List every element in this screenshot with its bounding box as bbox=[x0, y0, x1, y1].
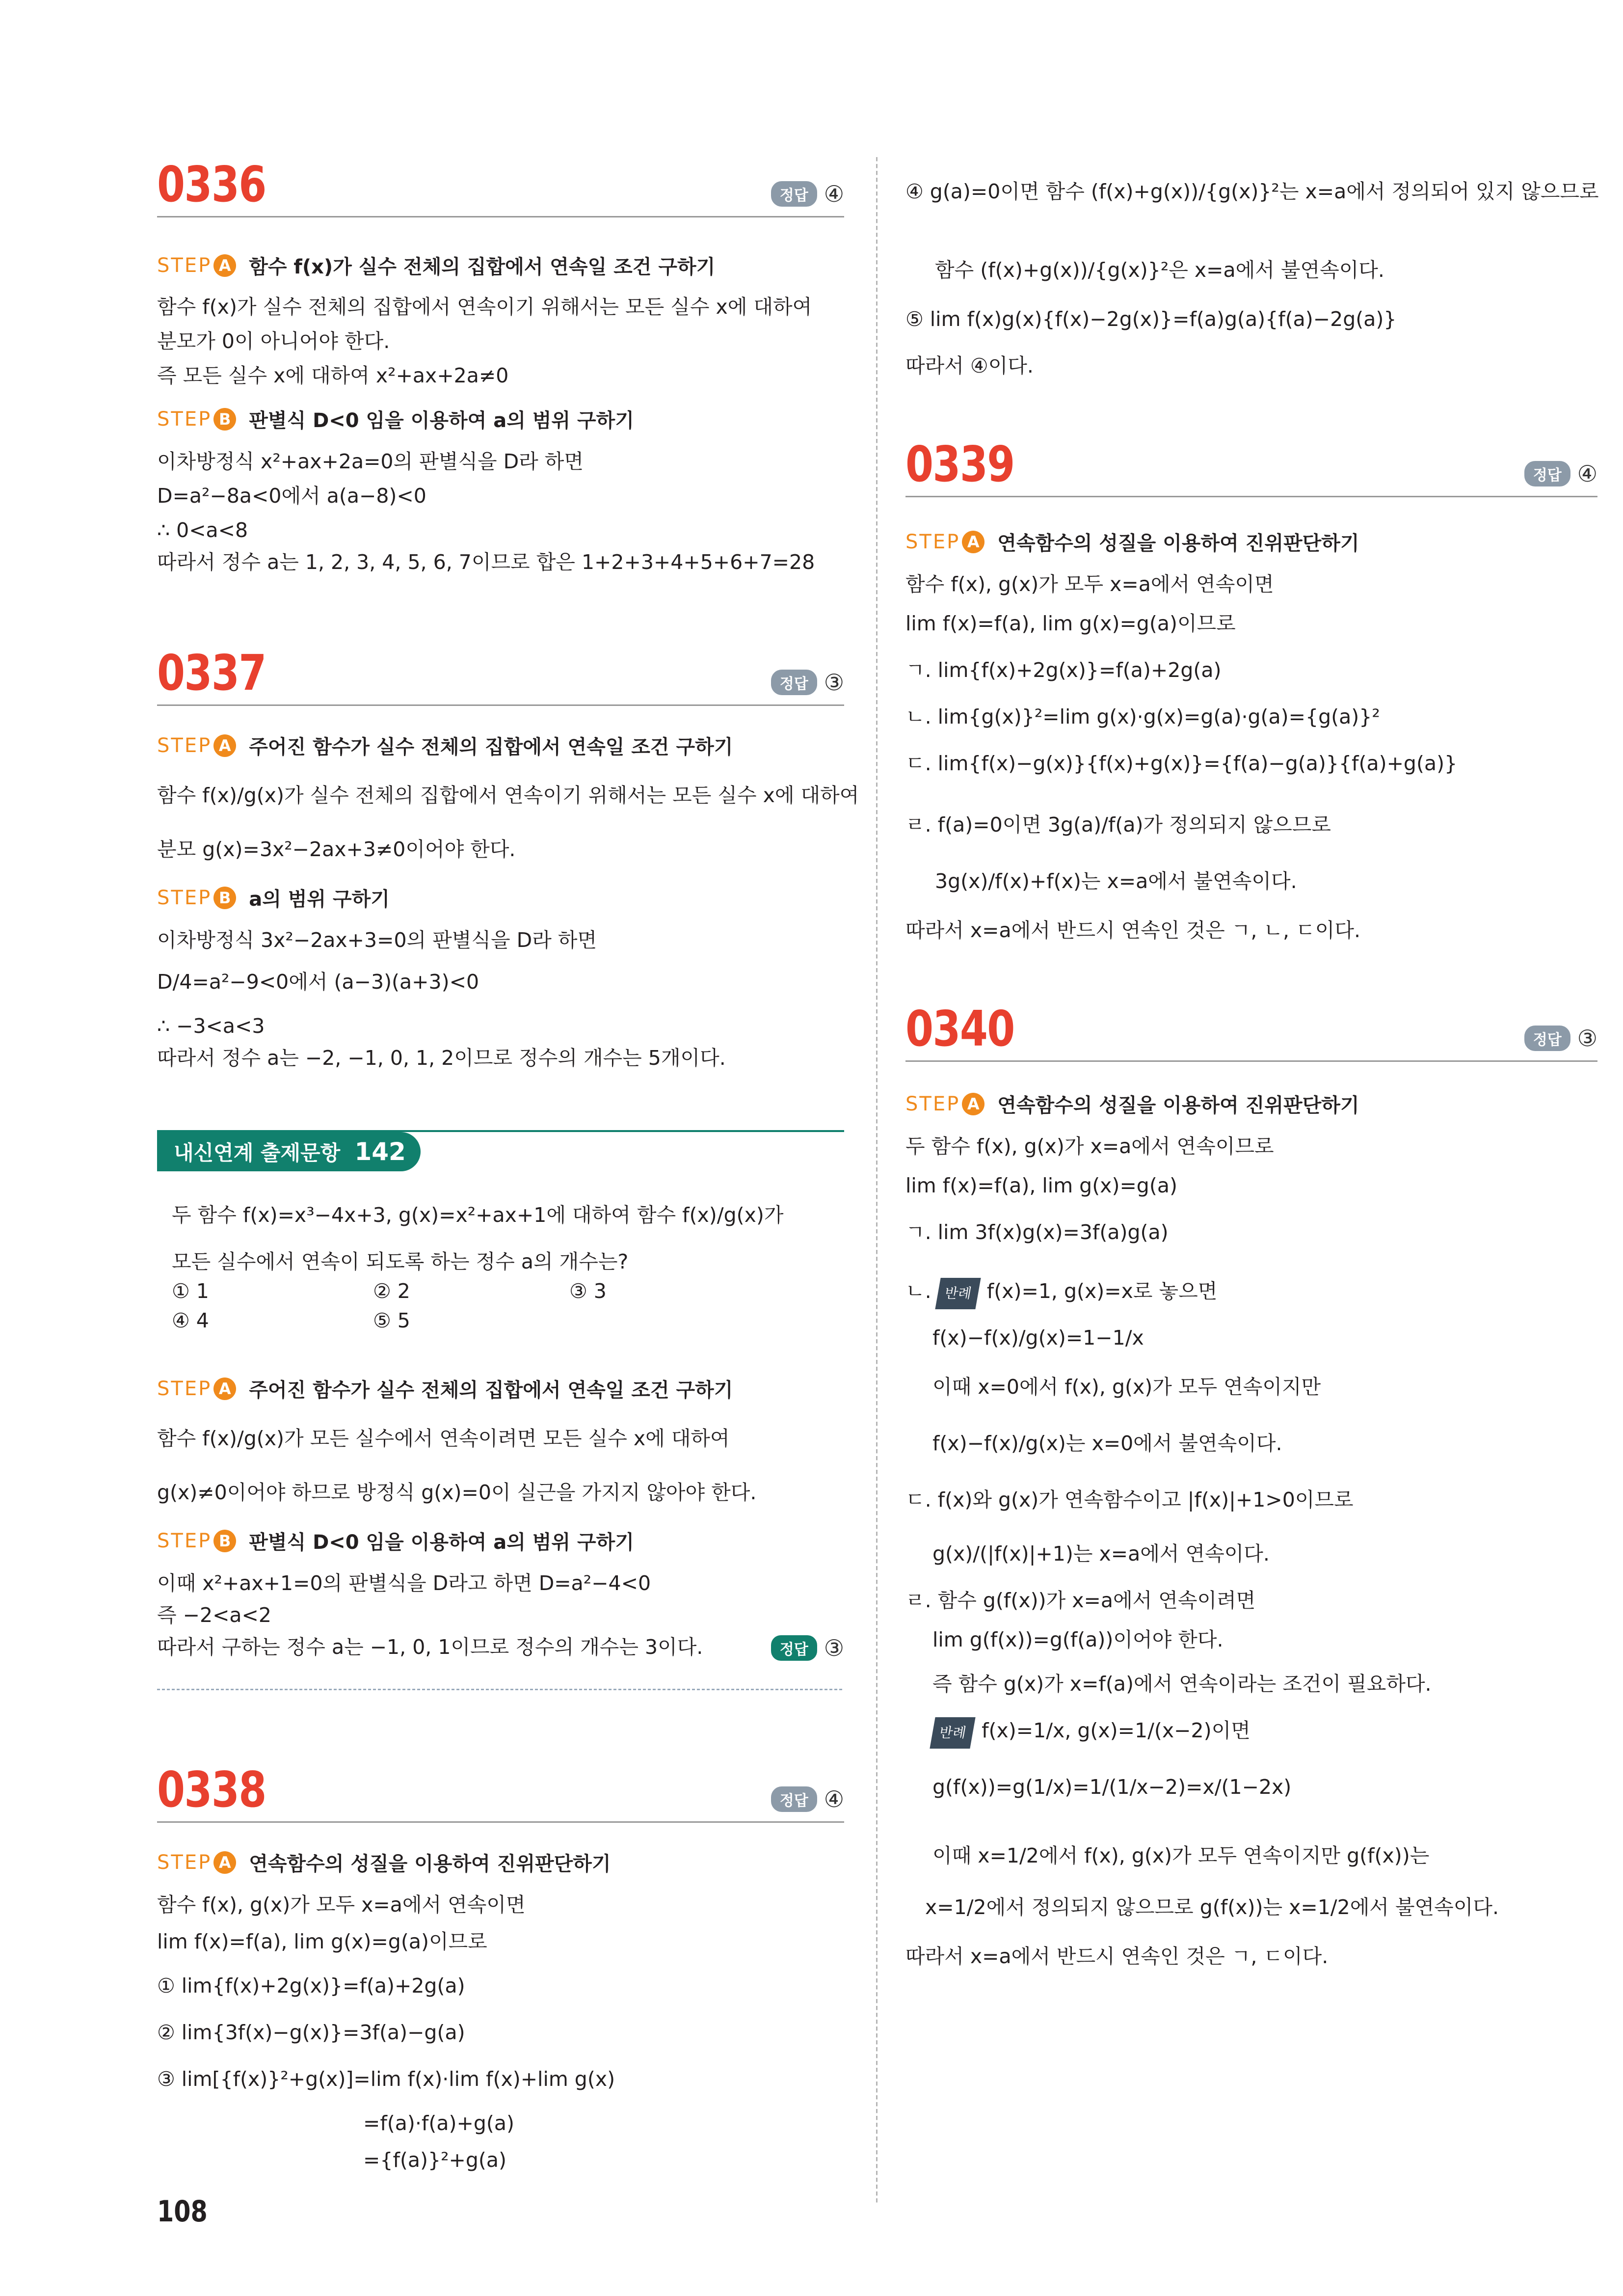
text-line: 즉 함수 g(x)가 x=f(a)에서 연속이라는 조건이 필요하다. bbox=[932, 1672, 1432, 1696]
dotted-separator bbox=[157, 1689, 844, 1690]
answer-badge: 정답 bbox=[771, 1635, 817, 1661]
text-line: ∴ 0<a<8 bbox=[157, 518, 248, 542]
choice: ④ 4 bbox=[172, 1309, 209, 1332]
answer-badge: 정답 bbox=[771, 181, 817, 207]
choice: ① 1 bbox=[172, 1279, 209, 1303]
problem-header-0336 bbox=[157, 156, 844, 217]
text-line: lim f(x)=f(a), lim g(x)=g(a)이므로 bbox=[905, 612, 1236, 635]
text-line: D/4=a²−9<0에서 (a−3)(a+3)<0 bbox=[157, 970, 479, 994]
step-a: STEP A 주어진 함수가 실수 전체의 집합에서 연속일 조건 구하기 bbox=[157, 1377, 733, 1402]
text-line: D=a²−8a<0에서 a(a−8)<0 bbox=[157, 484, 426, 508]
text-line: ㄹ. f(a)=0이면 3g(a)/f(a)가 정의되지 않으므로 bbox=[905, 813, 1331, 837]
answer-value: ③ bbox=[824, 669, 844, 696]
answer-badge: 정답 bbox=[771, 670, 817, 695]
step-a: STEP A 주어진 함수가 실수 전체의 집합에서 연속일 조건 구하기 bbox=[157, 734, 733, 758]
answer-value: ④ bbox=[824, 181, 844, 207]
text-line: ∴ −3<a<3 bbox=[157, 1014, 265, 1038]
naesin-header: 내신연계 출제문항 142 bbox=[157, 1132, 421, 1171]
answer-box bbox=[1524, 460, 1597, 487]
answer-value: ④ bbox=[1577, 460, 1597, 487]
choice: ⑤ 5 bbox=[373, 1309, 410, 1332]
answer-badge: 정답 bbox=[1524, 461, 1570, 486]
text-line: 두 함수 f(x), g(x)가 x=a에서 연속이므로 bbox=[905, 1134, 1274, 1158]
text-line: 함수 f(x)가 실수 전체의 집합에서 연속이기 위해서는 모든 실수 x에 대하여 bbox=[157, 295, 812, 319]
text-line: 함수 f(x)/g(x)가 실수 전체의 집합에서 연속이기 위해서는 모든 실수 x에 대하여 bbox=[157, 783, 859, 807]
text-line: 따라서 x=a에서 반드시 연속인 것은 ㄱ, ㄷ이다. bbox=[905, 1945, 1329, 1968]
problem-number: 0336 bbox=[157, 156, 266, 213]
text-line: =f(a)·f(a)+g(a) bbox=[363, 2111, 514, 2135]
text-line: ③ lim[{f(x)}²+g(x)]=lim f(x)·lim f(x)+lim g(x) bbox=[157, 2067, 615, 2091]
answer-badge: 정답 bbox=[771, 1786, 817, 1812]
text-line: 분모 g(x)=3x²−2ax+3≠0이어야 한다. bbox=[157, 837, 516, 861]
step-a: STEP A 연속함수의 성질을 이용하여 진위판단하기 bbox=[905, 530, 1359, 555]
text-line: 따라서 ④이다. bbox=[905, 354, 1034, 378]
text-line: 함수 f(x), g(x)가 모두 x=a에서 연속이면 bbox=[157, 1893, 526, 1917]
text-line: f(x)−f(x)/g(x)는 x=0에서 불연속이다. bbox=[932, 1432, 1282, 1455]
choice: ③ 3 bbox=[569, 1279, 607, 1303]
naesin-answer: 정답 ③ bbox=[771, 1635, 844, 1661]
text-line: ⑤ lim f(x)g(x){f(x)−2g(x)}=f(a)g(a){f(a)−2g(a)} bbox=[905, 307, 1397, 331]
text-line: 3g(x)/f(x)+f(x)는 x=a에서 불연속이다. bbox=[935, 869, 1297, 893]
answer-box bbox=[1524, 1025, 1597, 1052]
step-a: STEP A 연속함수의 성질을 이용하여 진위판단하기 bbox=[157, 1851, 611, 1875]
text-line: 따라서 정수 a는 1, 2, 3, 4, 5, 6, 7이므로 합은 1+2+3+4+5+6+7=28 bbox=[157, 550, 815, 574]
text-line: x=1/2에서 정의되지 않으므로 g(f(x))는 x=1/2에서 불연속이다. bbox=[925, 1895, 1499, 1919]
text-line: lim f(x)=f(a), lim g(x)=g(a)이므로 bbox=[157, 1930, 487, 1953]
answer-badge: 정답 bbox=[1524, 1026, 1570, 1051]
text-line: 이차방정식 3x²−2ax+3=0의 판별식을 D라 하면 bbox=[157, 928, 597, 952]
text-line: ={f(a)}²+g(a) bbox=[363, 2148, 507, 2172]
problem-number: 0337 bbox=[157, 644, 266, 702]
step-a: STEP A 함수 f(x)가 실수 전체의 집합에서 연속일 조건 구하기 bbox=[157, 254, 716, 278]
step-b: STEP B a의 범위 구하기 bbox=[157, 886, 390, 911]
text-line: ㄱ. lim{f(x)+2g(x)}=f(a)+2g(a) bbox=[905, 658, 1222, 682]
counterexample-tag: 반례 bbox=[935, 1278, 981, 1309]
answer-value: ④ bbox=[824, 1786, 844, 1812]
text-line: ㄱ. lim 3f(x)g(x)=3f(a)g(a) bbox=[905, 1220, 1169, 1244]
text-line: f(x)−f(x)/g(x)=1−1/x bbox=[932, 1326, 1144, 1350]
text-line: 이차방정식 x²+ax+2a=0의 판별식을 D라 하면 bbox=[157, 450, 584, 473]
text-line: lim f(x)=f(a), lim g(x)=g(a) bbox=[905, 1174, 1177, 1197]
text-line: ㄷ. f(x)와 g(x)가 연속함수이고 |f(x)|+1>0이므로 bbox=[905, 1488, 1354, 1512]
problem-number: 0339 bbox=[905, 435, 1014, 493]
text-line: 따라서 x=a에서 반드시 연속인 것은 ㄱ, ㄴ, ㄷ이다. bbox=[905, 918, 1360, 942]
problem-header-0340 bbox=[905, 1000, 1597, 1062]
step-b: STEP B 판별식 D<0 임을 이용하여 a의 범위 구하기 bbox=[157, 1529, 634, 1554]
text-line: 따라서 정수 a는 −2, −1, 0, 1, 2이므로 정수의 개수는 5개이다. bbox=[157, 1046, 726, 1070]
question-line: 모든 실수에서 연속이 되도록 하는 정수 a의 개수는? bbox=[172, 1250, 629, 1273]
problem-number: 0338 bbox=[157, 1761, 266, 1818]
text-line: g(x)≠0이어야 하므로 방정식 g(x)=0이 실근을 가지지 않아야 한다. bbox=[157, 1481, 757, 1504]
problem-header-0339 bbox=[905, 435, 1597, 497]
answer-value: ③ bbox=[1577, 1025, 1597, 1052]
text-line: 함수 f(x), g(x)가 모두 x=a에서 연속이면 bbox=[905, 572, 1274, 596]
text-line: ㄴ. lim{g(x)}²=lim g(x)·g(x)=g(a)·g(a)={g(a)}² bbox=[905, 705, 1380, 729]
text-line: 따라서 구하는 정수 a는 −1, 0, 1이므로 정수의 개수는 3이다. bbox=[157, 1635, 703, 1659]
text-line: ㄴ. 반례 f(x)=1, g(x)=x로 놓으면 bbox=[905, 1276, 1217, 1309]
question-line: 두 함수 f(x)=x³−4x+3, g(x)=x²+ax+1에 대하여 함수 f(x)/g(x)가 bbox=[172, 1203, 784, 1227]
step-b: STEP B 판별식 D<0 임을 이용하여 a의 범위 구하기 bbox=[157, 407, 634, 432]
text-line: g(x)/(|f(x)|+1)는 x=a에서 연속이다. bbox=[932, 1542, 1270, 1566]
text-line: 이때 x=0에서 f(x), g(x)가 모두 연속이지만 bbox=[932, 1375, 1321, 1399]
counterexample-tag: 반례 bbox=[930, 1717, 975, 1749]
choice: ② 2 bbox=[373, 1279, 410, 1303]
problem-header-0337 bbox=[157, 644, 844, 706]
text-line: ② lim{3f(x)−g(x)}=3f(a)−g(a) bbox=[157, 2021, 465, 2044]
text-line: ④ g(a)=0이면 함수 (f(x)+g(x))/{g(x)}²는 x=a에서 정의되어 있지 않으므로 bbox=[905, 180, 1599, 203]
problem-header-0338 bbox=[157, 1761, 844, 1823]
text-line: 분모가 0이 아니어야 한다. bbox=[157, 329, 390, 353]
text-line: lim g(f(x))=g(f(a))이어야 한다. bbox=[932, 1628, 1224, 1651]
answer-box bbox=[771, 1786, 844, 1812]
text-line: 이때 x=1/2에서 f(x), g(x)가 모두 연속이지만 g(f(x))는 bbox=[932, 1844, 1430, 1867]
page-number: 108 bbox=[157, 2194, 208, 2229]
column-divider bbox=[876, 157, 878, 2204]
text-line: 즉 −2<a<2 bbox=[157, 1603, 271, 1627]
text-line: 함수 f(x)/g(x)가 모든 실수에서 연속이려면 모든 실수 x에 대하여 bbox=[157, 1427, 730, 1450]
problem-number: 0340 bbox=[905, 1000, 1014, 1057]
text-line: g(f(x))=g(1/x)=1/(1/x−2)=x/(1−2x) bbox=[932, 1775, 1292, 1799]
text-line: 함수 (f(x)+g(x))/{g(x)}²은 x=a에서 불연속이다. bbox=[935, 258, 1384, 282]
text-line: 이때 x²+ax+1=0의 판별식을 D라고 하면 D=a²−4<0 bbox=[157, 1571, 651, 1595]
text-line: ㄹ. 함수 g(f(x))가 x=a에서 연속이려면 bbox=[905, 1589, 1256, 1612]
text-line: 즉 모든 실수 x에 대하여 x²+ax+2a≠0 bbox=[157, 364, 509, 387]
step-a: STEP A 연속함수의 성질을 이용하여 진위판단하기 bbox=[905, 1092, 1359, 1117]
text-line: 반례 f(x)=1/x, g(x)=1/(x−2)이면 bbox=[932, 1716, 1251, 1749]
answer-box bbox=[771, 669, 844, 696]
text-line: ① lim{f(x)+2g(x)}=f(a)+2g(a) bbox=[157, 1974, 465, 1998]
answer-box bbox=[771, 181, 844, 207]
text-line: ㄷ. lim{f(x)−g(x)}{f(x)+g(x)}={f(a)−g(a)}{f(a)+g(a)} bbox=[905, 752, 1458, 775]
